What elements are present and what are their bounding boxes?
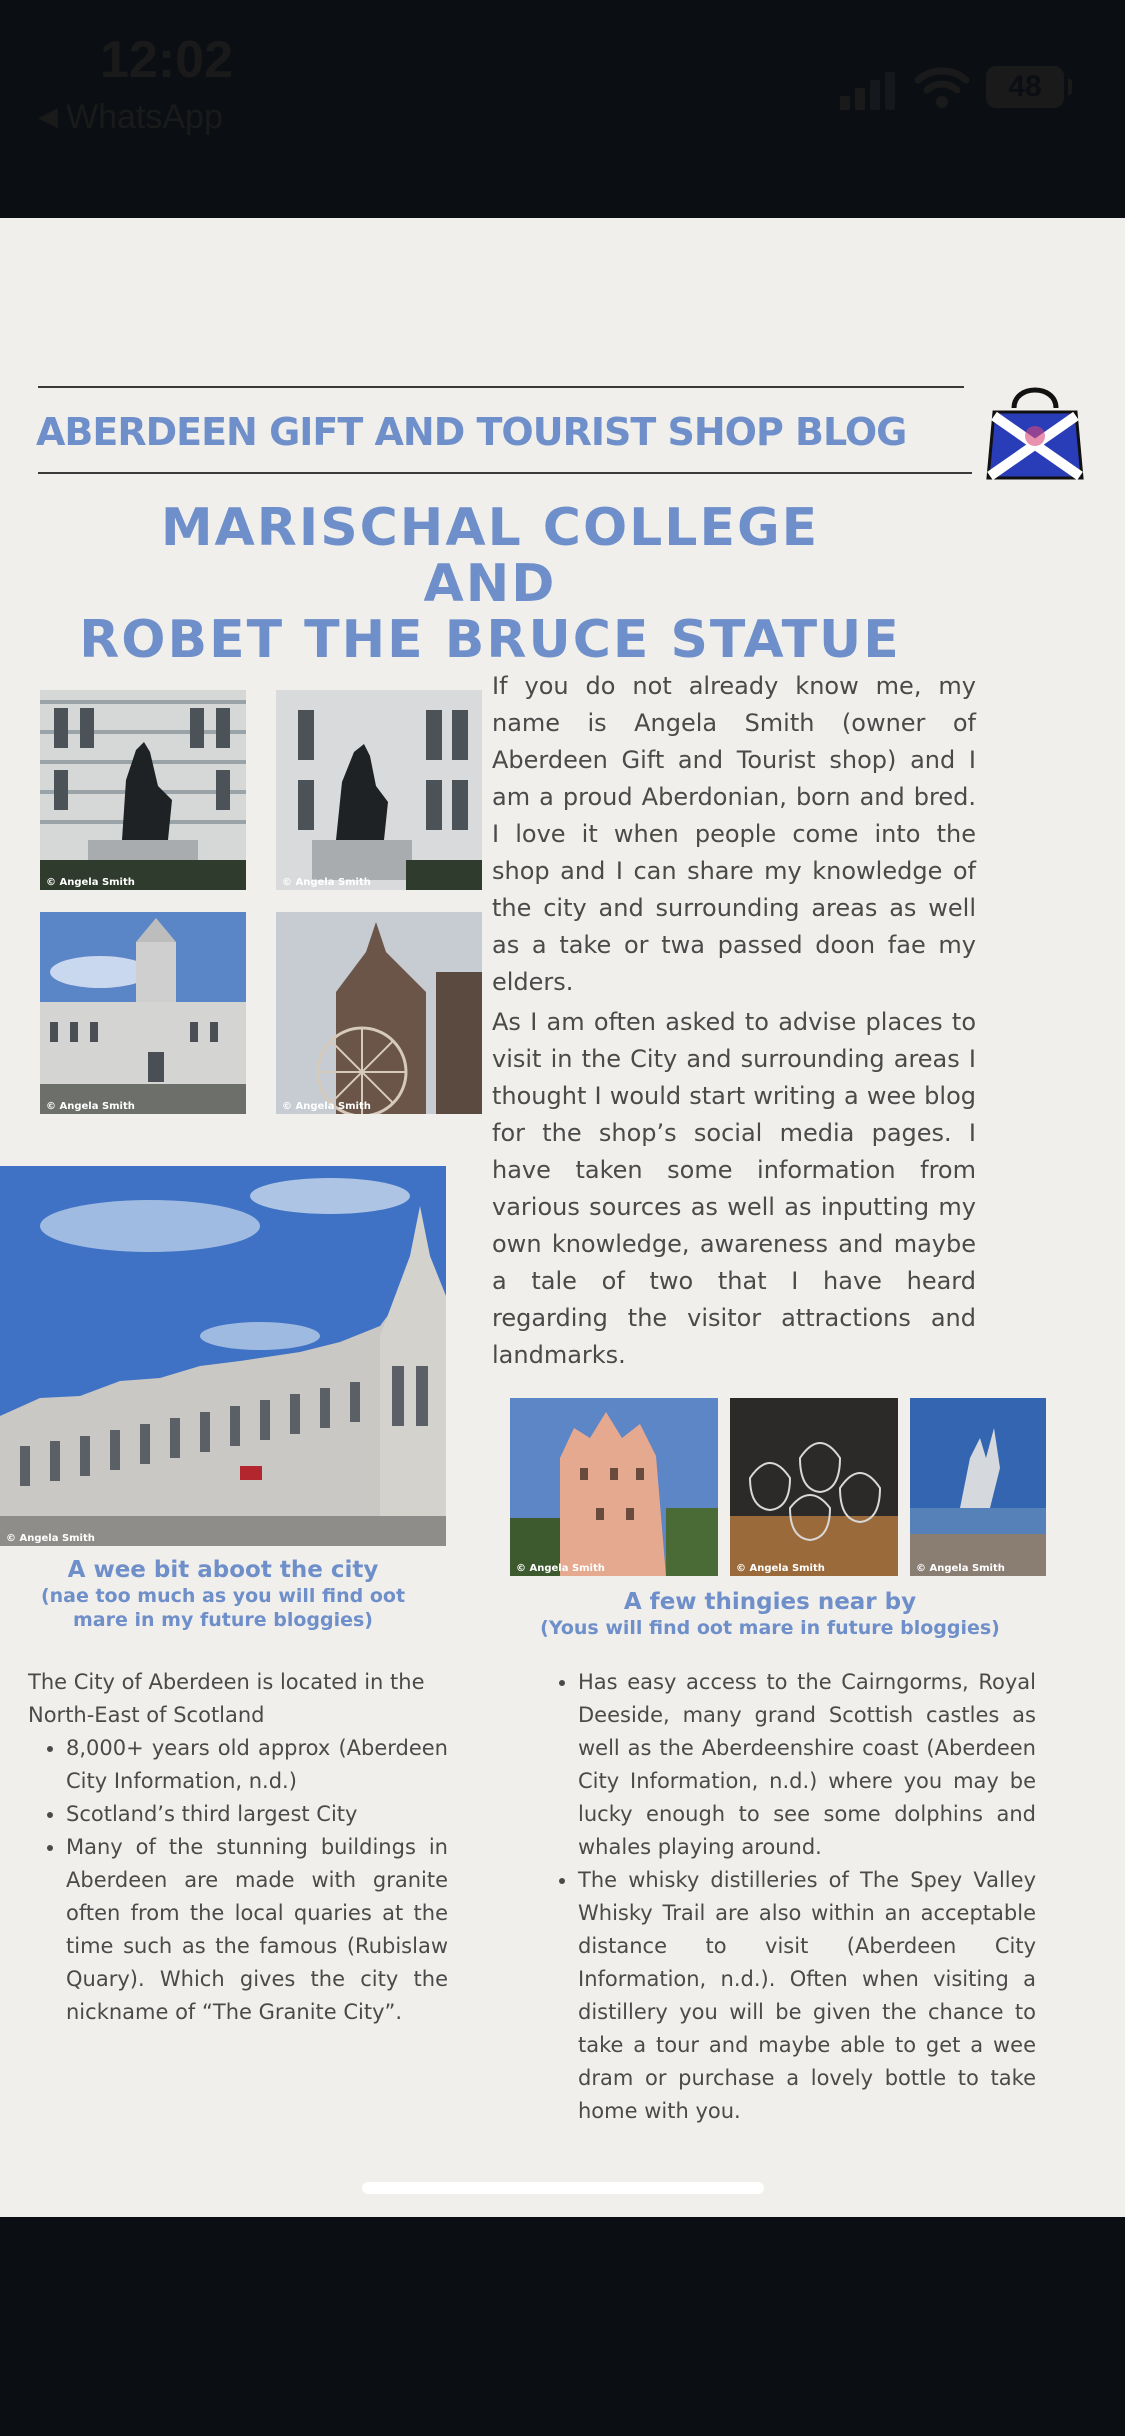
cellular-signal-icon [838, 72, 898, 110]
shop-bag-logo [984, 378, 1086, 486]
city-lead-text: The City of Aberdeen is located in the North-East of Scotland [28, 1670, 425, 1727]
nearby-info-column [540, 1666, 1036, 2128]
bruce-statue-photo-2 [276, 690, 482, 890]
nearby-subheading: (Yous will find oot mare in future bloggies) [540, 1617, 1000, 1639]
bottom-safe-area [0, 2217, 1125, 2436]
list-item: • Many of the stunning buildings in Aberdeen are made with granite often from the local quaries at the time such as the famous (Rubislaw Quary). Which gives the city the nickname of “The Granite City”. [66, 1831, 448, 2029]
city-subheading-2: mare in my future bloggies) [73, 1609, 373, 1631]
marischal-tower-photo [40, 912, 246, 1114]
bruce-statue-photo-1 [40, 690, 246, 890]
photo-credit: © Angela Smith [282, 877, 371, 888]
title-top-rule [38, 386, 964, 388]
intro-paragraph-2: As I am often asked to advise places to visit in the City and surrounding areas I thought I would start writing a wee blog for the shop’s social media pages. I have taken some information from various sources as well as inputting my own knowledge, awareness and maybe a tale of two that I have heard regarding the visitor attractions and landmarks. [492, 1008, 976, 1369]
photo-credit: © Angela Smith [916, 1563, 1005, 1574]
back-app-label: WhatsApp [66, 98, 223, 136]
blog-page [0, 218, 1125, 2217]
nearby-list [540, 1666, 1036, 2128]
photo-credit: © Angela Smith [516, 1563, 605, 1574]
status-bar [0, 0, 1125, 218]
city-section-heading [0, 1556, 446, 1632]
craigievar-castle-photo [510, 1398, 718, 1576]
wifi-icon [914, 64, 970, 110]
list-item: • Scotland’s third largest City [66, 1798, 448, 1831]
photo-credit: © Angela Smith [6, 1533, 95, 1544]
photo-credit: © Angela Smith [46, 877, 135, 888]
battery-icon: 48 [986, 66, 1064, 108]
intro-paragraph-1: If you do not already know me, my name is Angela Smith (owner of Aberdeen Gift and Tourist shop) and I am a proud Aberdonian, born and bred. I love it when people come into the shop and I can share my knowledge of the city and surrounding areas as well as a take or twa passed doon fae my elders. [492, 672, 976, 996]
status-time: 12:02 [100, 31, 233, 89]
coast-sculpture-photo [910, 1398, 1046, 1576]
city-subheading-1: (nae too much as you will find oot [40, 1585, 406, 1607]
title-bottom-rule [38, 472, 972, 474]
nearby-section-heading [490, 1588, 1050, 1640]
marischal-college-photo [0, 1166, 446, 1546]
list-item: • Has easy access to the Cairngorms, Royal Deeside, many grand Scottish castles as well as the Aberdeenshire coast (Aberdeen City Information, n.d.) where you may be lucky enough to see some dolphins and whales playing around. [578, 1666, 1036, 1864]
photo-credit: © Angela Smith [736, 1563, 825, 1574]
back-arrow-icon: ◀ [38, 101, 58, 131]
headline-line-1: MARISCHAL COLLEGE [160, 498, 820, 558]
city-info-column [28, 1666, 448, 2029]
photo-credit: © Angela Smith [282, 1101, 371, 1112]
home-indicator[interactable] [362, 2182, 764, 2194]
city-heading: A wee bit aboot the city [67, 1557, 379, 1583]
headline-line-3: ROBET THE BRUCE STATUE [79, 610, 901, 670]
nearby-heading: A few thingies near by [623, 1589, 917, 1615]
back-to-app-link[interactable] [38, 98, 223, 137]
church-wheel-photo [276, 912, 482, 1114]
city-facts-list [28, 1732, 448, 2029]
list-item: • The whisky distilleries of The Spey Valley Whisky Trail are also within an acceptable distance to visit (Aberdeen City Information, n.d.). Often when visiting a distillery you will be given the chance to take a tour and maybe able to get a wee dram or purchase a lovely bottle to take home with you. [578, 1864, 1036, 2128]
blog-title: ABERDEEN GIFT AND TOURIST SHOP BLOG [36, 410, 907, 454]
headline-line-2: AND [423, 554, 557, 614]
list-item: • 8,000+ years old approx (Aberdeen City Information, n.d.) [66, 1732, 448, 1798]
whisky-glasses-photo [730, 1398, 898, 1576]
photo-credit: © Angela Smith [46, 1101, 135, 1112]
